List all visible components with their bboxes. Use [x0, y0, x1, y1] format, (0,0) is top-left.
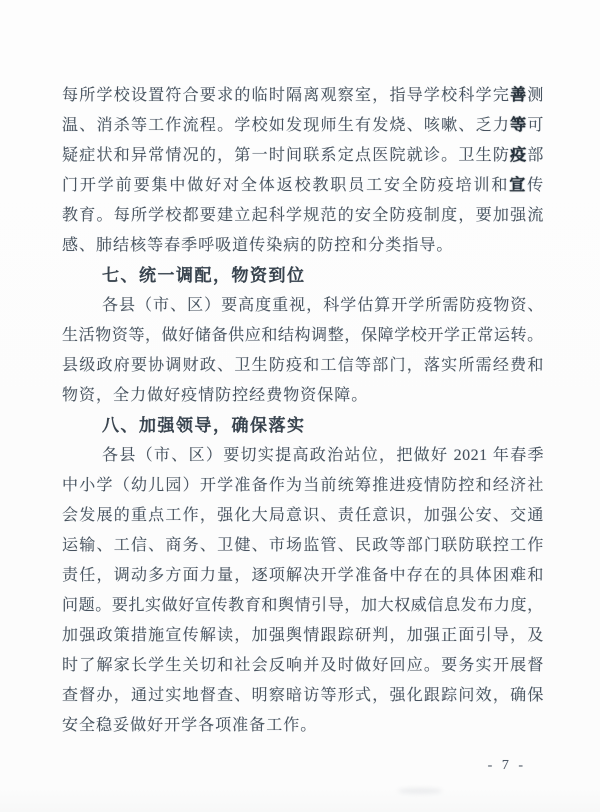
paragraph-supplies-allocation: [62, 291, 544, 411]
smudged-character: 疫: [510, 147, 528, 164]
text-line: 各县（市、区）要高度重视，科学估算开学所需防疫物资、: [102, 297, 544, 314]
text-line: 中小学（幼儿园）开学准备作为当前统筹推进疫情防控和经济社: [62, 477, 544, 494]
text-line: 生活物资等，做好储备供应和结构调整，保障学校开学正常运转。: [62, 327, 544, 344]
text-line: 安全稳妥做好开学各项准备工作。: [62, 717, 318, 734]
section-heading-7: 七、统一调配，物资到位: [102, 266, 306, 285]
page-number: - 7 -: [487, 758, 526, 773]
text-line: 疑症状和异常情况的，第一时间联系定点医院就诊。卫生防疫部: [62, 147, 544, 164]
text-line: 教育。每所学校都要建立起科学规范的安全防疫制度，要加强流: [62, 207, 544, 224]
paragraph-school-prevention-continued: [62, 81, 544, 261]
text-line: 会发展的重点工作，强化大局意识、责任意识，加强公安、交通: [62, 507, 544, 524]
text-line: 每所学校设置符合要求的临时隔离观察室，指导学校科学完善测: [62, 87, 544, 104]
document-body: [62, 81, 544, 741]
text-line: 温、消杀等工作流程。学校如发现师生有发烧、咳嗽、乏力等可: [62, 117, 544, 134]
text-line: 物资，全力做好疫情防控经费物资保障。: [62, 387, 369, 404]
section-heading-8: 八、加强领导，确保落实: [102, 416, 306, 435]
smudged-character: 宣: [509, 177, 528, 194]
text-line: 运输、工信、商务、卫健、市场监管、民政等部门联防联控工作: [62, 537, 544, 554]
text-line: 责任，调动多方面力量，逐项解决开学准备中存在的具体困难和: [62, 567, 544, 584]
text-line: 时了解家长学生关切和社会反响并及时做好回应。要务实开展督: [62, 657, 544, 674]
text-line: 查督办，通过实地督查、明察暗访等形式，强化跟踪问效，确保: [62, 687, 544, 704]
paragraph-leadership-implementation: [62, 441, 544, 741]
text-line: 加强政策措施宣传解读，加强舆情跟踪研判，加强正面引导，及: [62, 627, 544, 644]
text-line: 门开学前要集中做好对全体返校教职员工安全防疫培训和宣传: [62, 177, 544, 194]
text-line: 县级政府要协调财政、卫生防疫和工信等部门，落实所需经费和: [62, 357, 544, 374]
text-line: 问题。要扎实做好宣传教育和舆情引导，加大权威信息发布力度，: [62, 597, 544, 614]
smudged-character: 等: [510, 117, 528, 134]
text-line: 感、肺结核等春季呼吸道传染病的防控和分类指导。: [62, 237, 454, 254]
text-line: 各县（市、区）要切实提高政治站位，把做好 2021 年春季: [102, 447, 545, 464]
smudged-character: 善: [510, 87, 528, 104]
scan-smudge: [398, 788, 442, 794]
